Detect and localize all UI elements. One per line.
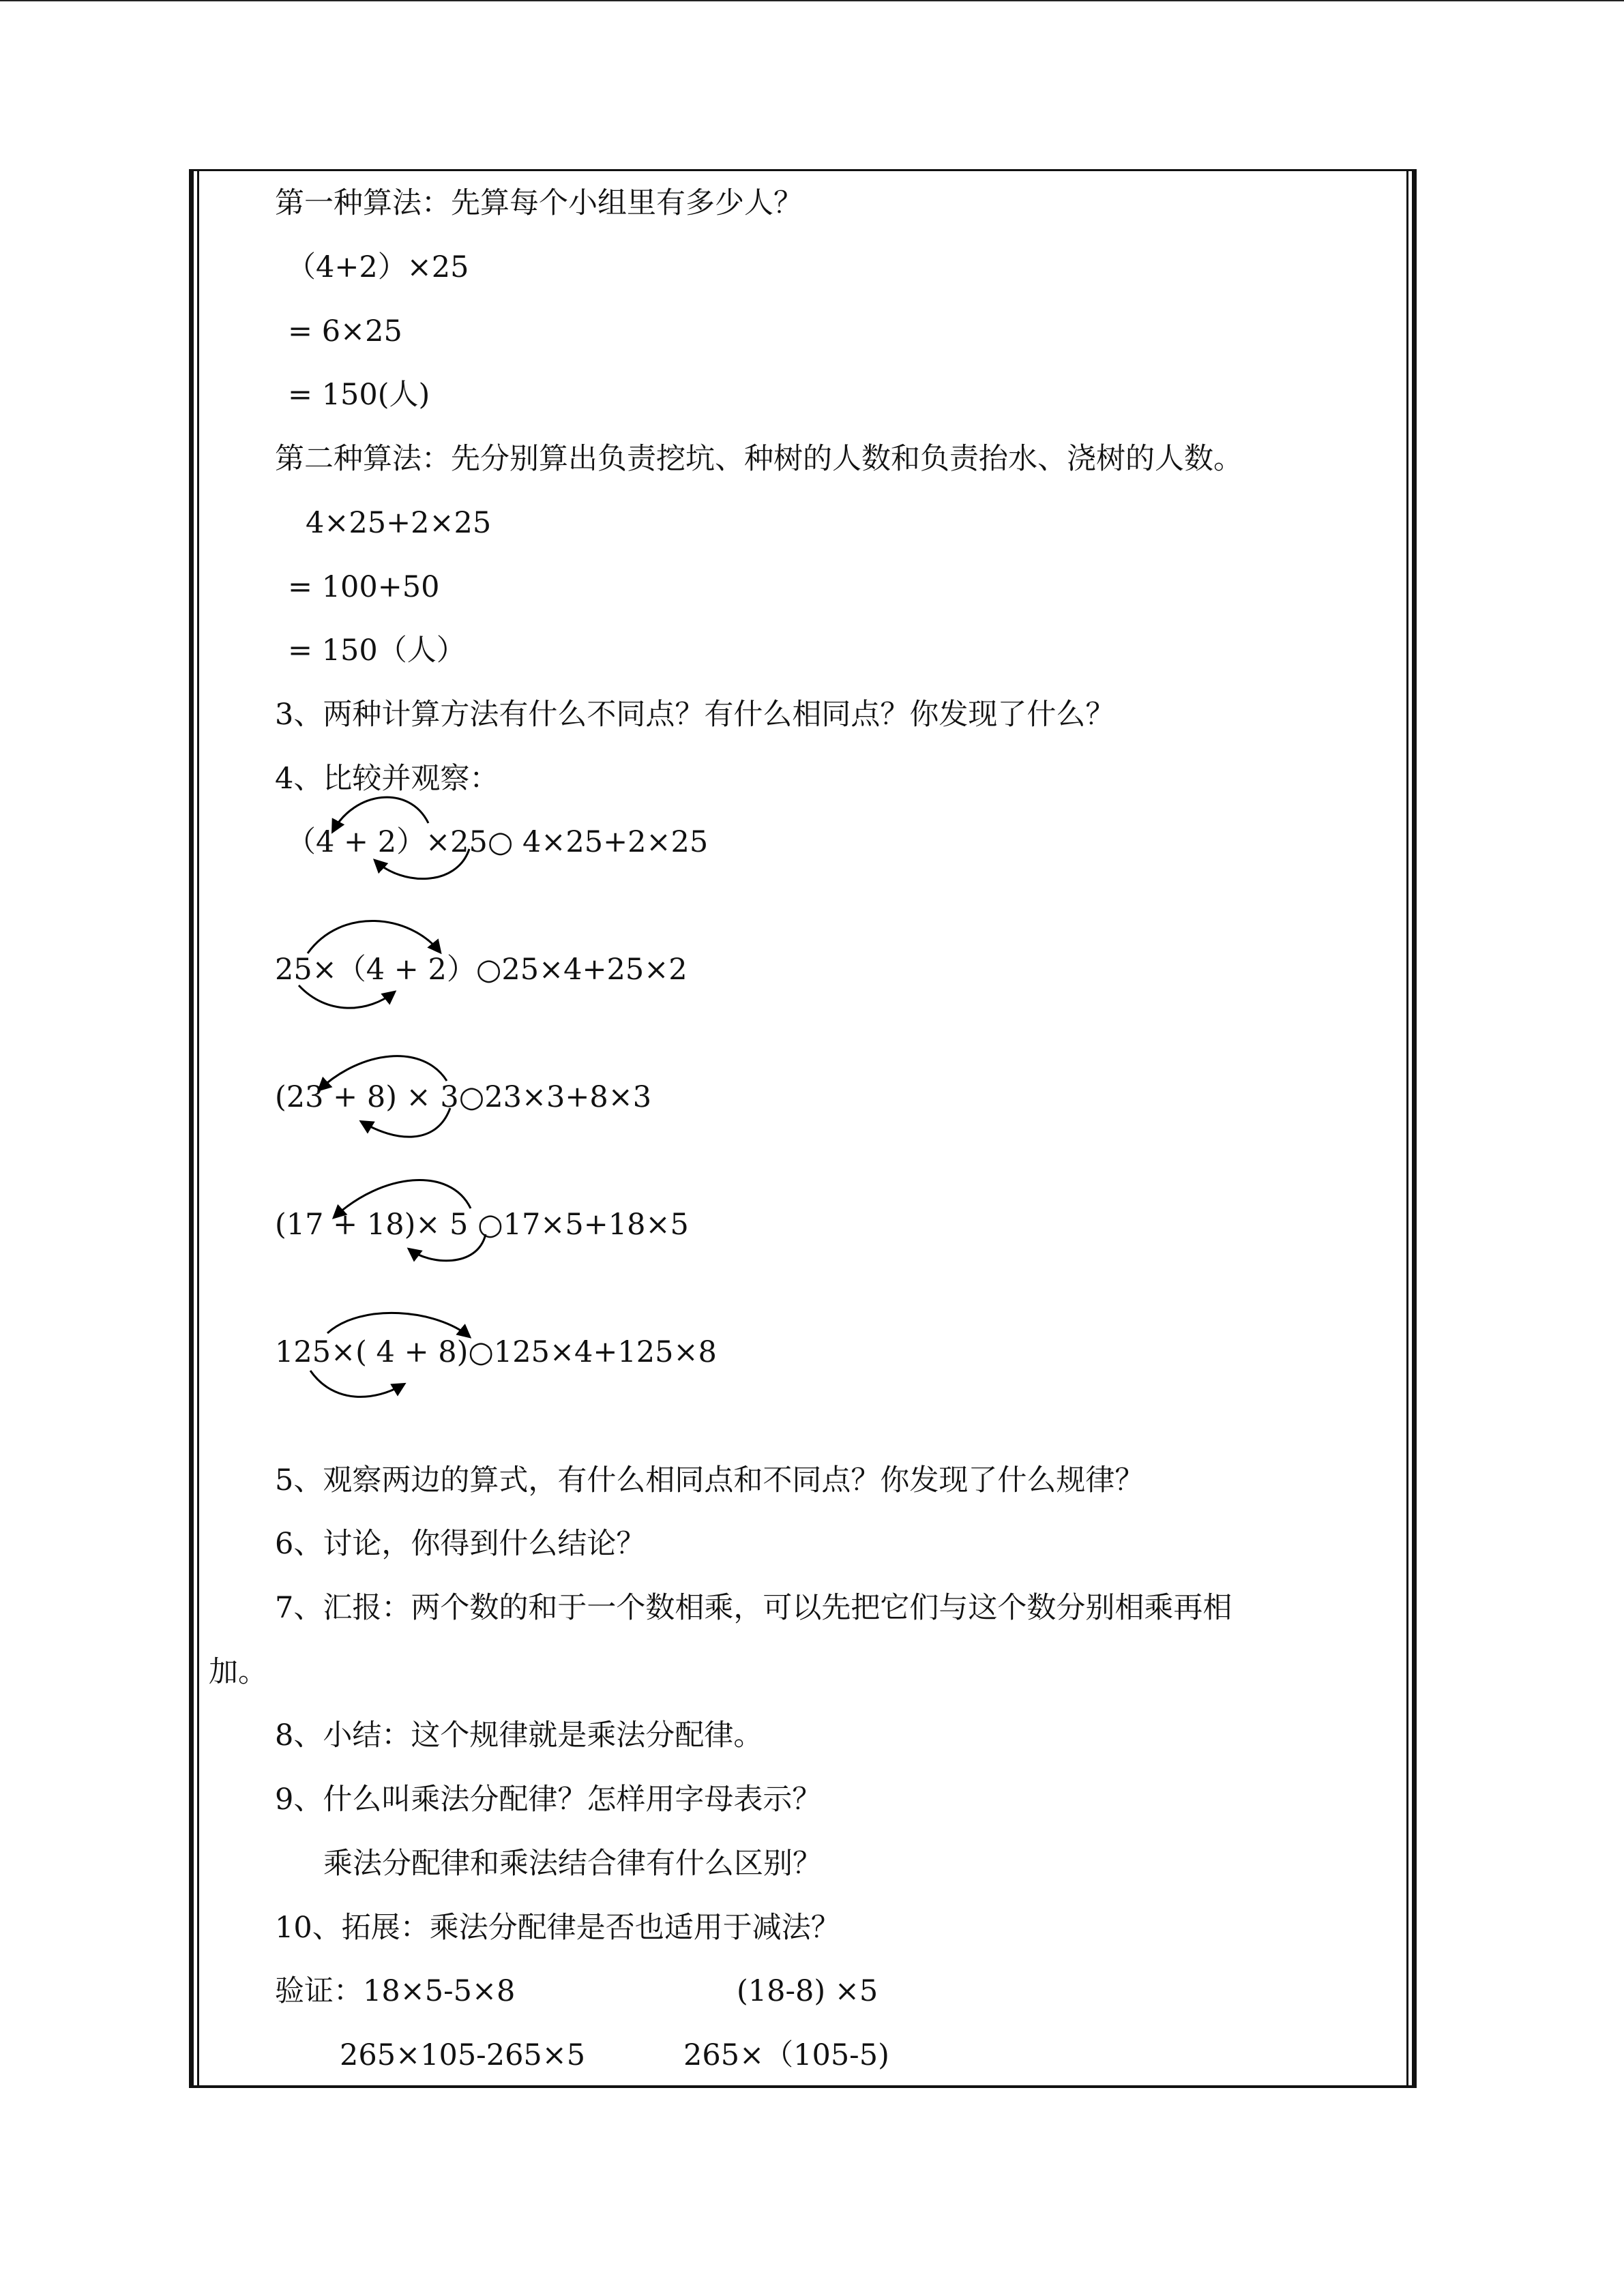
method-one-step-2: = 6×25 bbox=[288, 314, 402, 348]
comparison-1: （4 + 2）×25○ 4×25+2×25 bbox=[286, 825, 709, 859]
method-one-step-3: = 150(人) bbox=[288, 378, 430, 412]
arrow-3-upper bbox=[319, 1056, 447, 1090]
method-one-heading: 第一种算法：先算每个小组里有多少人？ bbox=[275, 186, 803, 220]
method-two-step-1: 4×25+2×25 bbox=[306, 506, 492, 540]
comparison-2: 25×（4 + 2）○25×4+25×2 bbox=[275, 953, 688, 987]
arrow-1-lower bbox=[375, 849, 469, 879]
arrow-2-upper bbox=[308, 921, 440, 953]
question-3: 3、两种计算方法有什么不同点？有什么相同点？你发现了什么？ bbox=[275, 698, 1115, 732]
arrow-4-lower bbox=[409, 1234, 486, 1261]
arrow-1-upper bbox=[333, 797, 428, 831]
arrow-5-lower bbox=[310, 1371, 404, 1397]
comparison-5: 125×( 4 + 8)○125×4+125×8 bbox=[275, 1335, 717, 1369]
question-5: 5、观察两边的算式，有什么相同点和不同点？你发现了什么规律？ bbox=[275, 1463, 1145, 1497]
question-9-followup: 乘法分配律和乘法结合律有什么区别？ bbox=[323, 1847, 822, 1881]
verify-right-1: (18-8) ×5 bbox=[737, 1974, 879, 2008]
verify-right-2: 265×（105-5) bbox=[683, 2038, 889, 2072]
verify-left-1: 验证：18×5-5×8 bbox=[275, 1974, 516, 2008]
question-8: 8、小结：这个规律就是乘法分配律。 bbox=[275, 1718, 763, 1753]
method-two-heading: 第二种算法：先分别算出负责挖坑、种树的人数和负责抬水、浇树的人数。 bbox=[275, 442, 1243, 476]
question-4: 4、比较并观察： bbox=[275, 762, 499, 796]
verify-left-2: 265×105-265×5 bbox=[340, 2038, 586, 2072]
arrow-3-lower bbox=[361, 1108, 450, 1137]
method-two-step-2: = 100+50 bbox=[288, 570, 440, 604]
arrow-5-upper bbox=[327, 1313, 469, 1337]
method-two-step-3: = 150（人） bbox=[288, 633, 466, 668]
comparison-4: (17 + 18)× 5 ○17×5+18×5 bbox=[275, 1208, 689, 1242]
comparison-3: (23 + 8) × 3○23×3+8×3 bbox=[275, 1080, 652, 1114]
question-7-continued: 加。 bbox=[209, 1655, 267, 1689]
arrow-4-upper bbox=[334, 1180, 471, 1217]
arrow-2-lower bbox=[299, 985, 394, 1008]
method-one-step-1: （4+2）×25 bbox=[286, 250, 469, 284]
question-7: 7、汇报：两个数的和于一个数相乘，可以先把它们与这个数分别相乘再相 bbox=[275, 1591, 1232, 1625]
question-6: 6、讨论，你得到什么结论？ bbox=[275, 1527, 646, 1561]
question-10: 10、拓展：乘法分配律是否也适用于减法？ bbox=[275, 1911, 840, 1945]
question-9: 9、什么叫乘法分配律？怎样用字母表示？ bbox=[275, 1783, 822, 1817]
